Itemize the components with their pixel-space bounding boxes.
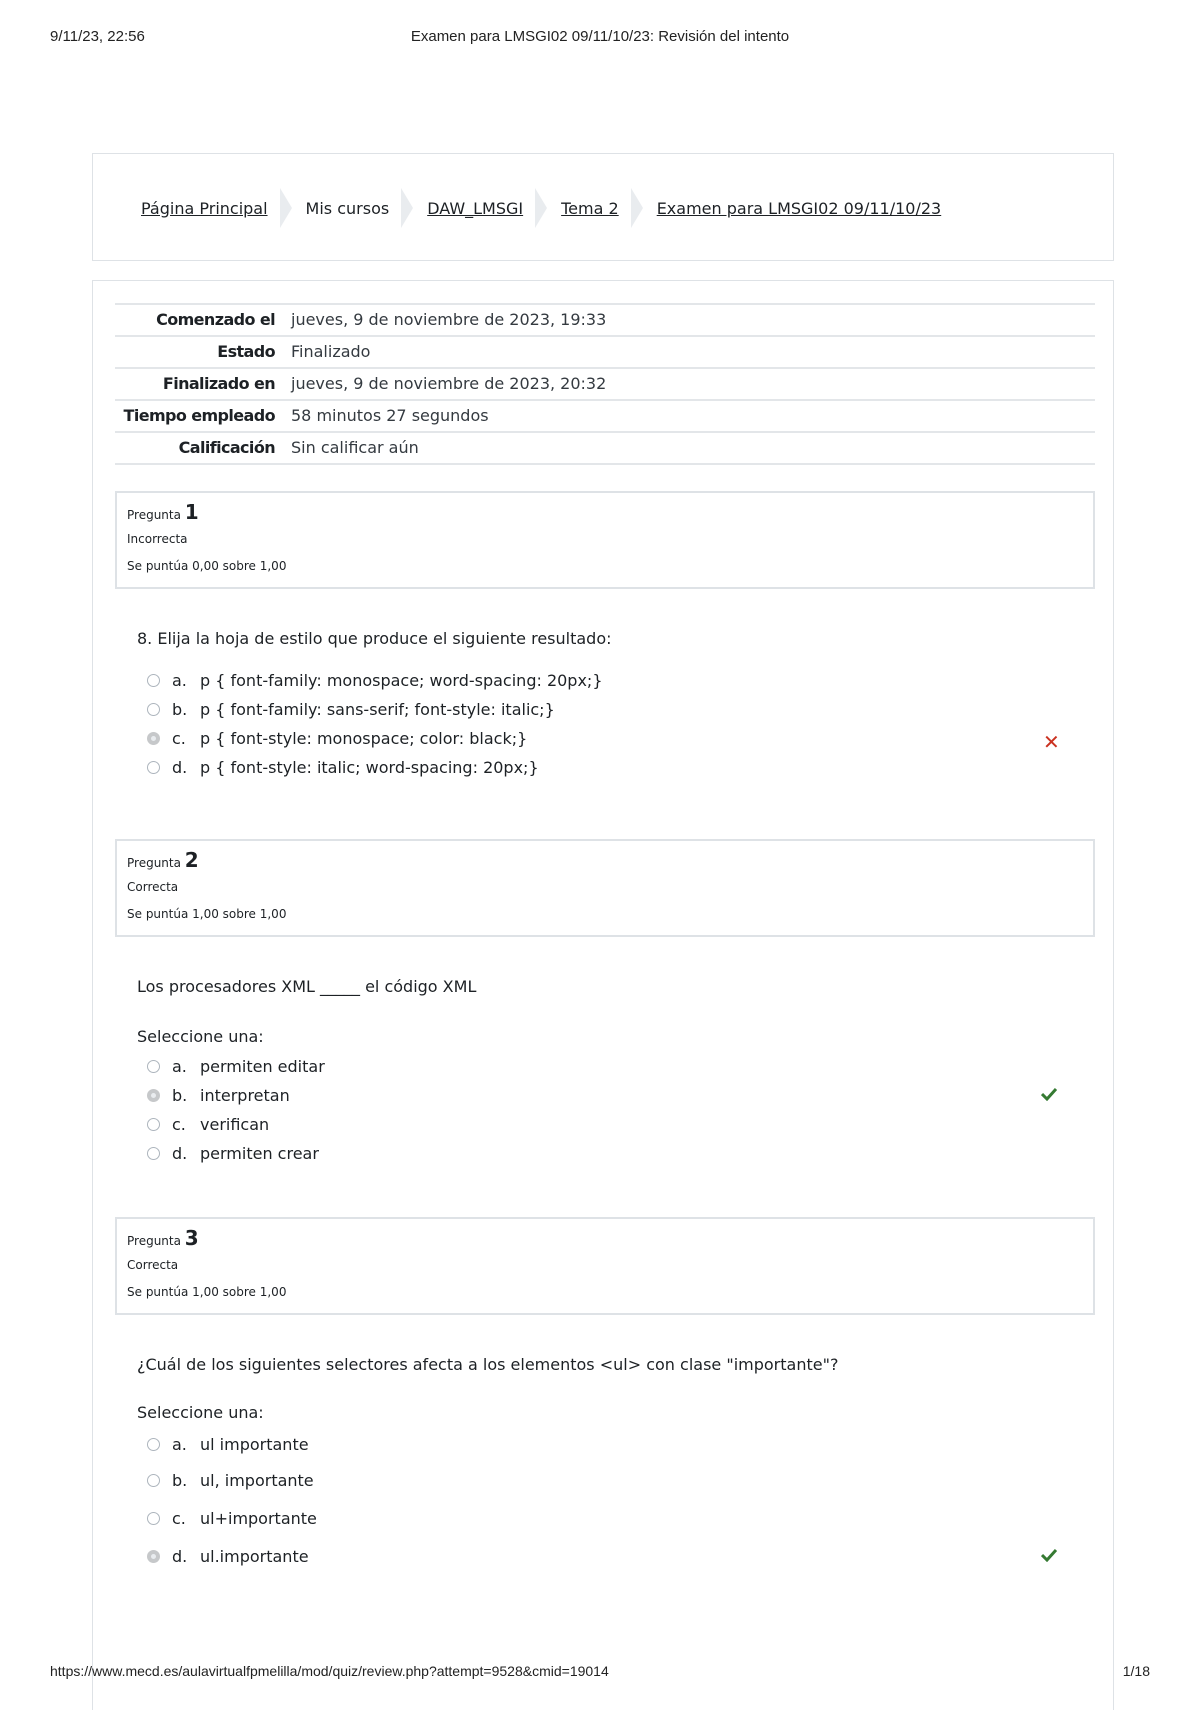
radio-button[interactable] — [147, 1147, 160, 1160]
summary-label: Finalizado en — [162, 374, 275, 393]
breadcrumb-course-link[interactable]: DAW_LMSGI — [427, 198, 524, 218]
answer-option[interactable] — [147, 1505, 317, 1531]
summary-label: Tiempo empleado — [123, 406, 275, 425]
question-grade: Se puntúa 1,00 sobre 1,00 — [127, 907, 287, 921]
breadcrumb-topic-link[interactable]: Tema 2 — [561, 198, 619, 218]
summary-value: Sin calificar aún — [291, 438, 419, 457]
answer-letter: c. — [172, 728, 186, 748]
summary-value: jueves, 9 de noviembre de 2023, 19:33 — [291, 310, 607, 329]
answer-letter: a. — [172, 1056, 187, 1076]
print-header — [0, 28, 1200, 48]
answer-option-selected[interactable] — [147, 725, 527, 751]
print-title: Examen para LMSGI02 09/11/10/23: Revisión del intento — [410, 28, 790, 45]
question-state: Incorrecta — [127, 532, 188, 546]
answer-option[interactable] — [147, 1140, 319, 1166]
radio-button[interactable] — [147, 674, 160, 687]
answer-option[interactable] — [147, 696, 555, 722]
radio-button-checked[interactable] — [147, 1550, 160, 1563]
summary-label: Calificación — [178, 438, 275, 457]
question-state: Correcta — [127, 1258, 179, 1272]
answer-text: ul+importante — [200, 1508, 317, 1528]
check-icon — [1041, 1087, 1053, 1105]
answer-text: permiten crear — [200, 1143, 319, 1163]
question-number-value: 2 — [184, 848, 199, 872]
answer-option[interactable] — [147, 1111, 269, 1137]
breadcrumb-separator — [631, 188, 643, 228]
answer-letter: a. — [172, 670, 187, 690]
summary-row — [115, 368, 1095, 400]
summary-value: Finalizado — [291, 342, 371, 361]
radio-button[interactable] — [147, 761, 160, 774]
radio-button[interactable] — [147, 1512, 160, 1525]
answer-letter: b. — [172, 699, 188, 719]
question-3-text: ¿Cuál de los siguientes selectores afecta a los elementos <ul> con clase "importante"? — [137, 1355, 839, 1374]
question-2-info — [115, 839, 1095, 937]
answer-text: permiten editar — [200, 1056, 325, 1076]
answer-text: ul importante — [200, 1434, 309, 1454]
answer-option[interactable] — [147, 1467, 314, 1493]
answer-option-selected[interactable] — [147, 1543, 309, 1569]
print-footer — [0, 1663, 1200, 1683]
question-label: Pregunta — [127, 508, 181, 522]
radio-button[interactable] — [147, 1060, 160, 1073]
answer-text: p { font-family: sans-serif; font-style: italic;} — [200, 699, 555, 719]
quiz-review-card — [92, 280, 1114, 1710]
breadcrumb-separator — [401, 188, 413, 228]
cross-icon: ✕ — [1043, 730, 1060, 754]
print-url: https://www.mecd.es/aulavirtualfpmelilla/mod/quiz/review.php?attempt=9528&cmid=19014 — [50, 1663, 609, 1679]
answer-letter: d. — [172, 757, 188, 777]
question-number — [127, 1227, 1083, 1252]
breadcrumb-separator — [535, 188, 547, 228]
answer-text: verifican — [200, 1114, 270, 1134]
radio-button-checked[interactable] — [147, 732, 160, 745]
select-one-prompt: Seleccione una: — [137, 1403, 264, 1422]
answer-text: p { font-style: italic; word-spacing: 20px;} — [200, 757, 539, 777]
question-label: Pregunta — [127, 1234, 181, 1248]
breadcrumb — [141, 184, 941, 232]
select-one-prompt: Seleccione una: — [137, 1027, 264, 1046]
answer-option-selected[interactable] — [147, 1082, 290, 1108]
answer-letter: c. — [172, 1114, 186, 1134]
radio-button[interactable] — [147, 1118, 160, 1131]
answer-letter: d. — [172, 1546, 188, 1566]
radio-button[interactable] — [147, 1474, 160, 1487]
answer-letter: d. — [172, 1143, 188, 1163]
question-label: Pregunta — [127, 856, 181, 870]
check-icon — [1041, 1548, 1053, 1566]
summary-row — [115, 400, 1095, 432]
radio-button[interactable] — [147, 703, 160, 716]
breadcrumb-my-courses: Mis cursos — [305, 198, 390, 218]
answer-text: ul.importante — [200, 1546, 309, 1566]
answer-text: p { font-style: monospace; color: black;} — [200, 728, 528, 748]
summary-label: Estado — [217, 342, 275, 361]
summary-row — [115, 336, 1095, 368]
print-page-number: 1/18 — [1122, 1663, 1150, 1679]
answer-option[interactable] — [147, 667, 603, 693]
question-number — [127, 849, 1083, 874]
answer-option[interactable] — [147, 1431, 309, 1457]
summary-value: jueves, 9 de noviembre de 2023, 20:32 — [291, 374, 607, 393]
question-2-text: Los procesadores XML _____ el código XML — [137, 977, 477, 996]
question-number — [127, 501, 1083, 526]
answer-letter: c. — [172, 1508, 186, 1528]
question-number-value: 3 — [184, 1226, 199, 1250]
answer-text: ul, importante — [200, 1470, 314, 1490]
attempt-summary-table — [115, 303, 1095, 465]
question-number-value: 1 — [184, 500, 199, 524]
print-date: 9/11/23, 22:56 — [50, 28, 145, 45]
question-grade: Se puntúa 0,00 sobre 1,00 — [127, 559, 287, 573]
answer-letter: b. — [172, 1470, 188, 1490]
answer-text: p { font-family: monospace; word-spacing: 20px;} — [200, 670, 603, 690]
breadcrumb-quiz-link[interactable]: Examen para LMSGI02 09/11/10/23 — [656, 198, 942, 218]
summary-row — [115, 432, 1095, 464]
breadcrumb-card — [92, 153, 1114, 261]
radio-button-checked[interactable] — [147, 1089, 160, 1102]
answer-option[interactable] — [147, 1053, 325, 1079]
answer-letter: a. — [172, 1434, 187, 1454]
radio-button[interactable] — [147, 1438, 160, 1451]
summary-value: 58 minutos 27 segundos — [291, 406, 489, 425]
question-3-info — [115, 1217, 1095, 1315]
summary-label: Comenzado el — [156, 310, 275, 329]
breadcrumb-separator — [280, 188, 292, 228]
question-grade: Se puntúa 1,00 sobre 1,00 — [127, 1285, 287, 1299]
answer-option[interactable] — [147, 754, 539, 780]
answer-text: interpretan — [200, 1085, 290, 1105]
question-state: Correcta — [127, 880, 179, 894]
question-1-text: 8. Elija la hoja de estilo que produce el siguiente resultado: — [137, 629, 612, 648]
breadcrumb-home-link[interactable]: Página Principal — [141, 198, 268, 218]
answer-letter: b. — [172, 1085, 188, 1105]
question-1-info — [115, 491, 1095, 589]
summary-row — [115, 304, 1095, 336]
